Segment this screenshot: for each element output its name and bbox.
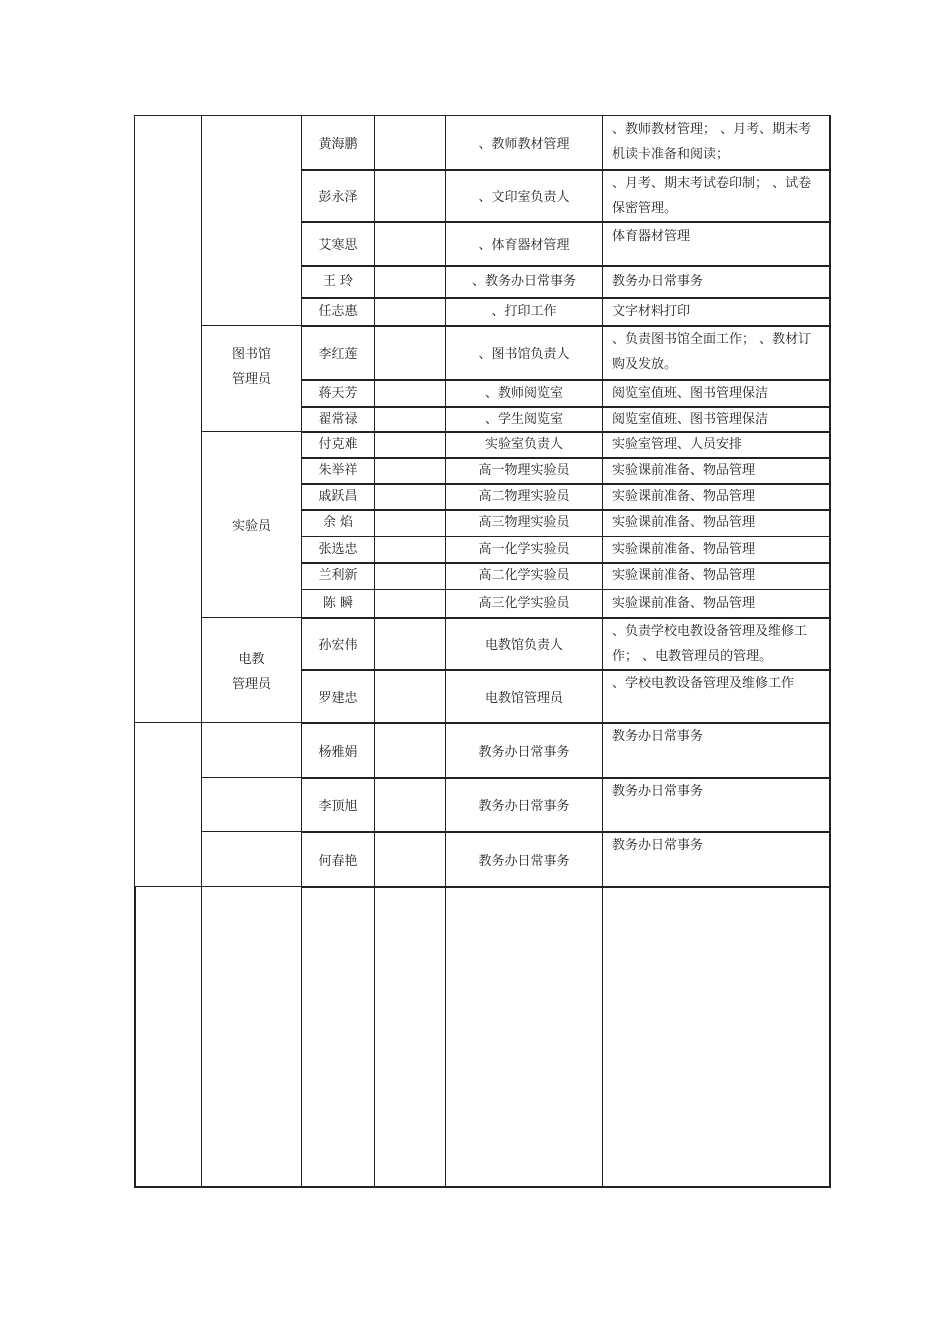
row-blank-cell — [374, 457, 446, 485]
col2-block-staff — [201, 115, 302, 326]
row-blank-cell — [374, 483, 446, 511]
row-duty: 教务办日常事务 — [612, 729, 704, 744]
row-duty: 实验课前准备、物品管理 — [612, 542, 756, 557]
row-post: 、打印工作 — [491, 304, 557, 319]
row-post: 高三化学实验员 — [478, 596, 570, 611]
row-name: 罗建忠 — [318, 690, 358, 706]
row-name: 李顶旭 — [318, 799, 358, 814]
row-blank-cell — [374, 169, 446, 223]
row-blank-cell — [374, 722, 446, 779]
row-post: 高三物理实验员 — [478, 515, 570, 530]
col2-block-r19 — [201, 777, 302, 832]
row-blank-cell — [374, 115, 446, 171]
row-post: 、学生阅览室 — [484, 411, 563, 427]
row-post: 教务办日常事务 — [478, 799, 570, 814]
empty-post-cell — [445, 886, 603, 1188]
row-blank-cell — [374, 831, 446, 888]
row-name: 陈 瞬 — [322, 596, 354, 611]
row-duty: 文字材料打印 — [612, 304, 691, 319]
row-blank-cell — [374, 669, 446, 724]
row-duty: 教务办日常事务 — [612, 274, 704, 289]
row-post: 高一化学实验员 — [478, 542, 570, 557]
empty-name-cell — [301, 886, 375, 1188]
empty-blank-cell — [374, 886, 446, 1188]
row-duty: 、月考、期末考试卷印制； 、试卷保密管理。 — [612, 176, 812, 216]
col2-block-r18 — [201, 722, 302, 778]
row-duty: 实验课前准备、物品管理 — [612, 489, 756, 504]
row-duty: 实验课前准备、物品管理 — [612, 596, 756, 611]
col1-block-1 — [134, 115, 202, 723]
col1-block-2 — [134, 722, 202, 887]
row-name: 李红莲 — [318, 347, 358, 362]
row-name: 孙宏伟 — [318, 638, 358, 653]
row-blank-cell — [374, 297, 446, 327]
row-name: 戚跃昌 — [318, 489, 358, 504]
row-blank-cell — [374, 617, 446, 671]
row-blank-cell — [374, 562, 446, 590]
library-label-line2: 管理员 — [231, 372, 271, 387]
row-post: 、教师教材管理 — [478, 137, 570, 152]
row-post: 、教师阅览室 — [484, 385, 563, 401]
row-post: 、图书馆负责人 — [478, 347, 570, 362]
row-post: 、文印室负责人 — [478, 190, 570, 205]
row-name: 朱举祥 — [318, 463, 358, 478]
row-name: 蒋天芳 — [318, 385, 358, 401]
row-name: 艾寒思 — [318, 238, 358, 253]
row-blank-cell — [374, 265, 446, 299]
row-name: 彭永泽 — [318, 190, 358, 205]
row-blank-cell — [374, 379, 446, 408]
row-duty: 阅览室值班、图书管理保洁 — [612, 385, 769, 401]
row-duty: 实验课前准备、物品管理 — [612, 515, 756, 530]
row-post: 教务办日常事务 — [478, 853, 570, 869]
row-blank-cell — [374, 777, 446, 833]
row-post: 、体育器材管理 — [478, 238, 570, 253]
row-blank-cell — [374, 406, 446, 433]
row-duty: 教务办日常事务 — [612, 784, 704, 799]
row-duty: 实验课前准备、物品管理 — [612, 568, 756, 583]
row-duty: 实验室管理、人员安排 — [612, 437, 743, 452]
row-name: 杨雅娟 — [318, 744, 358, 760]
row-name: 付克难 — [318, 437, 358, 452]
row-blank-cell — [374, 431, 446, 459]
row-post: 教务办日常事务 — [478, 744, 570, 760]
row-post: 、教务办日常事务 — [471, 274, 576, 289]
row-post: 高二物理实验员 — [478, 489, 570, 504]
row-blank-cell — [374, 509, 446, 537]
col1-block-3 — [134, 886, 202, 1188]
row-blank-cell — [374, 536, 446, 564]
row-post: 电教馆负责人 — [484, 638, 563, 653]
row-duty: 、负责学校电教设备管理及维修工作； 、电教管理员的管理。 — [612, 624, 808, 664]
lab-label: 实验员 — [231, 519, 271, 534]
row-name: 任志惠 — [318, 304, 358, 319]
row-duty: 实验课前准备、物品管理 — [612, 463, 756, 478]
row-name: 王 玲 — [322, 274, 354, 289]
row-post: 高一物理实验员 — [478, 463, 570, 478]
row-post: 高二化学实验员 — [478, 568, 570, 583]
row-post: 实验室负责人 — [484, 437, 563, 452]
row-duty: 、学校电教设备管理及维修工作 — [612, 676, 795, 691]
row-blank-cell — [374, 221, 446, 267]
row-blank-cell — [374, 325, 446, 381]
av-label-line2: 管理员 — [231, 677, 271, 692]
row-name: 余 焰 — [322, 515, 354, 530]
row-duty: 体育器材管理 — [612, 229, 691, 244]
row-duty: 教务办日常事务 — [612, 838, 704, 853]
row-name: 兰利新 — [318, 568, 358, 583]
row-duty: 、教师教材管理； 、月考、期末考机读卡准备和阅读； — [612, 122, 812, 162]
row-blank-cell — [374, 589, 446, 619]
col2-block-r20 — [201, 831, 302, 887]
row-name: 何春艳 — [318, 853, 358, 869]
row-duty: 阅览室值班、图书管理保洁 — [612, 412, 769, 427]
library-label-line1: 图书馆 — [231, 347, 271, 362]
empty-duty-cell — [602, 886, 831, 1188]
row-duty: 、负责图书馆全面工作； 、教材订购及发放。 — [612, 332, 812, 372]
row-name: 翟常禄 — [318, 411, 358, 427]
av-label-line1: 电教 — [238, 652, 265, 667]
row-name: 黄海鹏 — [318, 137, 358, 152]
row-name: 张选忠 — [318, 542, 358, 557]
row-post: 电教馆管理员 — [484, 690, 563, 706]
col2-block-empty — [201, 886, 302, 1188]
